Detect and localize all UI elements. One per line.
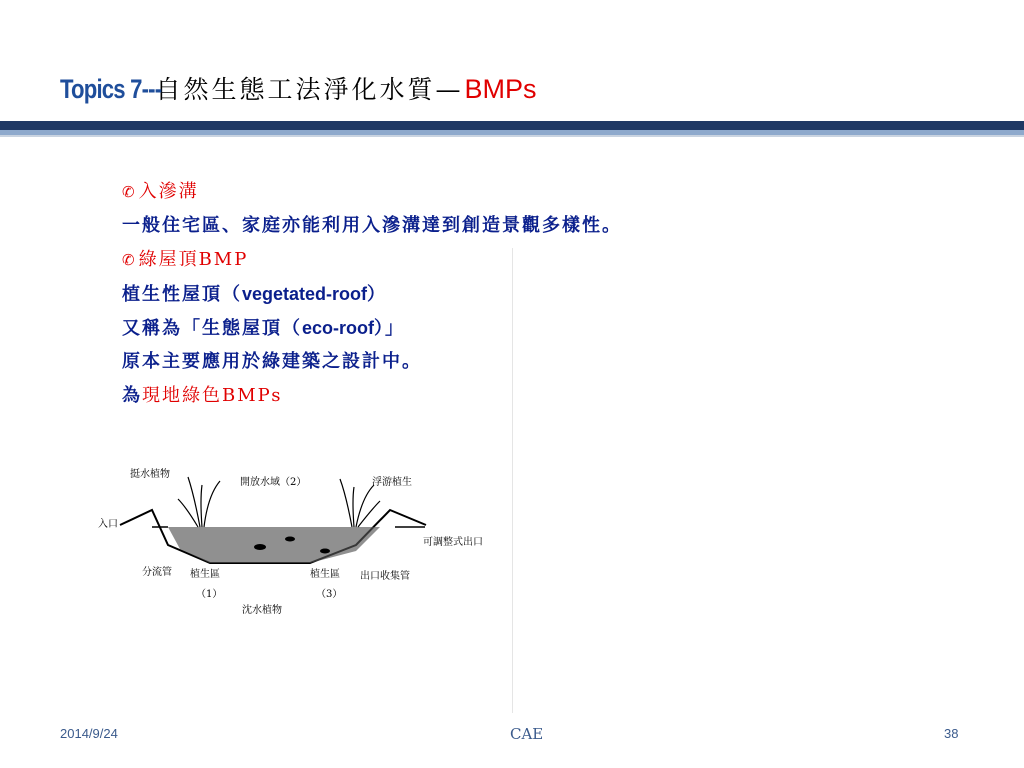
page-number: 38	[944, 726, 959, 741]
text-eco-roof	[122, 311, 542, 345]
wetland-diagram-svg	[90, 455, 500, 630]
telephone-icon: ✆	[122, 183, 137, 201]
infiltration-trench-figure	[512, 248, 1003, 713]
label-open-water: 開放水域（2）	[240, 477, 307, 488]
label-zone-3: （3）	[316, 589, 343, 600]
text-eco-roof-zh2: ）」	[374, 318, 405, 339]
text-onsite-prefix: 為	[122, 385, 142, 406]
slide-title	[60, 70, 537, 114]
text-residential: 一般住宅區、家庭亦能利用入滲溝達到創造景觀多樣性。	[122, 215, 622, 236]
body-text	[122, 175, 622, 413]
footer-center: CAE	[510, 725, 544, 743]
title-dash: —	[435, 75, 461, 104]
heading-infiltration-trench: 入滲溝	[138, 181, 199, 202]
telephone-icon: ✆	[122, 251, 137, 269]
label-veg-zone-right: 植生區	[310, 569, 340, 580]
text-onsite-bmps	[122, 379, 542, 413]
label-inlet: 入口	[98, 519, 118, 530]
heading-green-roof: 綠屋頂BMP	[138, 249, 249, 270]
text-eco-roof-zh1: 又稱為「生態屋頂（	[122, 318, 302, 339]
footer-date: 2014/9/24	[60, 726, 118, 741]
emergent-plant-left	[178, 477, 220, 527]
text-vegetated-roof-en: vegetated-roof	[242, 284, 368, 304]
text-vegetated-roof-zh1: 植生性屋頂（	[122, 284, 242, 305]
text-green-building: 原本主要應用於綠建築之設計中。	[122, 351, 422, 372]
text-vegetated-roof	[122, 277, 542, 311]
title-bar-gray	[0, 135, 1024, 137]
text-eco-roof-en: eco-roof	[302, 318, 374, 338]
label-zone-1: （1）	[196, 589, 223, 600]
bullet-line-green-roof	[122, 243, 542, 277]
label-diversion-pipe: 分流管	[142, 567, 172, 578]
text-vegetated-roof-zh2: ）	[367, 284, 388, 305]
bullet-line-infiltration-trench	[122, 175, 542, 209]
wetland-cross-section-diagram	[90, 455, 500, 630]
label-floating-plants: 浮游植生	[372, 477, 412, 488]
title-chinese: 自然生態工法淨化水質	[155, 75, 436, 104]
label-submerged-plants: 沈水植物	[242, 605, 282, 616]
water-body	[168, 527, 380, 563]
label-outlet-pipe: 出口收集管	[360, 571, 410, 582]
title-bar-dark	[0, 121, 1024, 130]
label-emergent-plants: 挺水植物	[130, 469, 170, 480]
title-topic: Topics 7---	[60, 74, 162, 104]
text-onsite-green-bmps: 現地綠色BMPs	[142, 385, 283, 406]
label-veg-zone-left: 植生區	[190, 569, 220, 580]
label-adjustable-outlet: 可調整式出口	[423, 537, 483, 548]
title-bmps: BMPs	[464, 74, 537, 104]
